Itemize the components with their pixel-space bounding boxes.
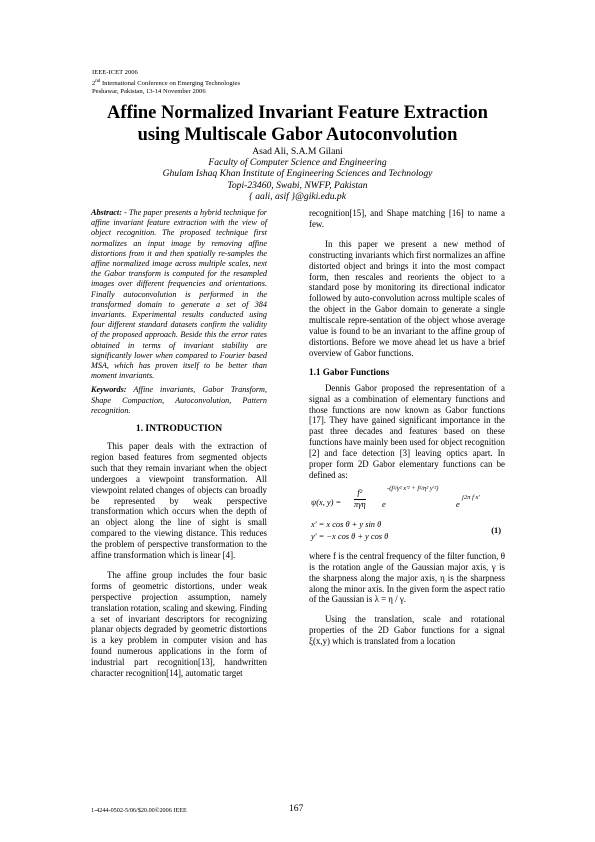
- keywords: [91, 385, 267, 416]
- gabor-paragraph-1: Dennis Gabor proposed the representation of a signal as a combination of elementary functions and those functions are now known as Gabor functions [17]. They have gained significant importance in the past three decades and features based on these functions have mainly been used for object recognition [2] and face detection [3] leaving optics apart. In proper form 2D Gabor elementary functions can be defined as:: [309, 382, 505, 480]
- conf-line-2: [92, 78, 240, 89]
- conf-ordinal-suffix: nd: [95, 78, 101, 84]
- intro-paragraph-1: This paper deals with the extraction of region based features from segmented objects such that they remain invariant when the object undergoes a viewpoint transformation. All viewpoint related changes of objects can broadly be represented by weak perspective transformation which occurs when the depth of an object along the line of sight is small compared to the viewing distance. This reduces the problem of perspective transformation to the affine transformation which is linear [4].: [91, 440, 267, 561]
- author-block: [60, 146, 535, 202]
- gabor-paragraph-3: Using the translation, scale and rotational properties of the 2D Gabor functions for a signal ξ(x,y) which is translated from a location: [309, 614, 505, 647]
- keywords-label: Keywords:: [91, 385, 127, 395]
- conf-name: International Conference on Emerging Technologies: [100, 79, 241, 87]
- left-column: [91, 208, 267, 679]
- conf-line-3: Peshawar, Pakistan, 13-14 November 2006: [92, 88, 206, 96]
- title-line-1: Affine Normalized Invariant Feature Extraction: [107, 103, 488, 123]
- author-email: { aali, asif }@giki.edu.pk: [249, 190, 346, 202]
- affiliation-faculty: Faculty of Computer Science and Engineering: [208, 157, 387, 169]
- affiliation-address: Topi-23460, Swabi, NWFP, Pakistan: [227, 179, 368, 191]
- eq-x-prime: x′ = x cos θ + y sin θ: [311, 519, 382, 529]
- page-number: 167: [289, 803, 304, 814]
- intro-paragraph-2-cont: recognition[15], and Shape matching [16] to name a few.: [309, 208, 505, 229]
- abstract-text: The paper presents a hybrid technique for affine invariant feature extraction with the view of object recognition. The proposed technique first normalizes an input image by removing affine distortions from it and then spatially re-samples the affine normalized image across multiple scales, next the Gabor transform is computed for the resampled images over different frequencies and orientations. Finally autoconvolution is performed in the transformed domain to generate a set of 384 invariants. Experimental results conducted using four different standard datasets confirm the validity of the proposed approach. Beside this the error rates obtained in terms of invariant stability are significantly lower when compared to Fourier based MSA, which has proven itself to be better than moment invariants.: [91, 208, 267, 381]
- paragraph-gap: [309, 230, 505, 239]
- paragraph-gap: [91, 561, 267, 570]
- gabor-paragraph-2: where f is the central frequency of the filter function, θ is the rotation angle of the Gaussian major axis, γ is the sharpness along the major axis, η is the sharpness along the minor axis. In the given form the aspect ratio of the Gaussian is λ = η / γ.: [309, 550, 505, 605]
- copyright-footer: 1-4244-0502-5/06/$20.00©2006 IEEE: [91, 807, 187, 814]
- keywords-text: Affine invariants, Gabor Transform, Shape Compaction, Autoconvolution, Pattern recognition.: [91, 385, 267, 415]
- affiliation-institute: Ghulam Ishaq Khan Institute of Engineering Sciences and Technology: [162, 168, 433, 180]
- eq-exp-base-1: e: [382, 499, 386, 509]
- eq-lhs: ψ(x, y) =: [311, 497, 342, 507]
- section-heading-gabor: 1.1 Gabor Functions: [309, 366, 390, 377]
- paper-title: [60, 102, 535, 146]
- intro-paragraph-2: The affine group includes the four basic forms of geometric distortions, under weak perspective projection assumption, namely translation rotation, scaling and skewing. Finding a set of invariant descriptors for recognizing planar objects degraded by geometric distortions is a key problem in computer vision and has found numerous applications in the form of industrial part recognition[13], handwritten character recognition[14], automatic target: [91, 569, 267, 679]
- right-column: [309, 208, 505, 647]
- abstract: [91, 208, 267, 381]
- section-heading-introduction: 1. INTRODUCTION: [135, 423, 223, 435]
- eq-exponent-1: -(f²/γ² x′² + f²/η² y′²): [387, 484, 439, 492]
- eq-y-prime: y′ = −x cos θ + y cos θ: [311, 531, 389, 541]
- eq-exponent-2: j2π f x′: [462, 493, 480, 501]
- title-line-2: using Multiscale Gabor Autoconvolution: [137, 125, 458, 145]
- author-names: Asad Ali, S.A.M Gilani: [252, 146, 343, 157]
- conf-ordinal: 2: [92, 79, 96, 87]
- intro-paragraph-3: In this paper we present a new method of constructing invariants which first normalizes an affine distorted object and brings it into the most compact form, then rescales and reorients the object to a standard pose by monitoring its directional indicator followed by auto-convolution across multiple scales of the object in the Gabor domain to generate a single multiscale repre-sentation of the object whose average value is found to be an invariant to the affine group of distortions. Before we move ahead let us have a brief overview of Gabor functions.: [309, 238, 506, 358]
- equation-1: [309, 486, 505, 548]
- conference-header: [92, 69, 240, 97]
- eq-fraction: [354, 488, 366, 511]
- eq-number: (1): [491, 525, 501, 535]
- eq-exp-base-2: e: [456, 499, 460, 509]
- paragraph-gap: [309, 605, 505, 614]
- conf-line-1: IEEE-ICET 2006: [92, 69, 138, 76]
- abstract-label: Abstract: -: [91, 208, 127, 217]
- eq-numerator: f²: [354, 488, 366, 500]
- eq-denominator: πγη: [354, 499, 366, 509]
